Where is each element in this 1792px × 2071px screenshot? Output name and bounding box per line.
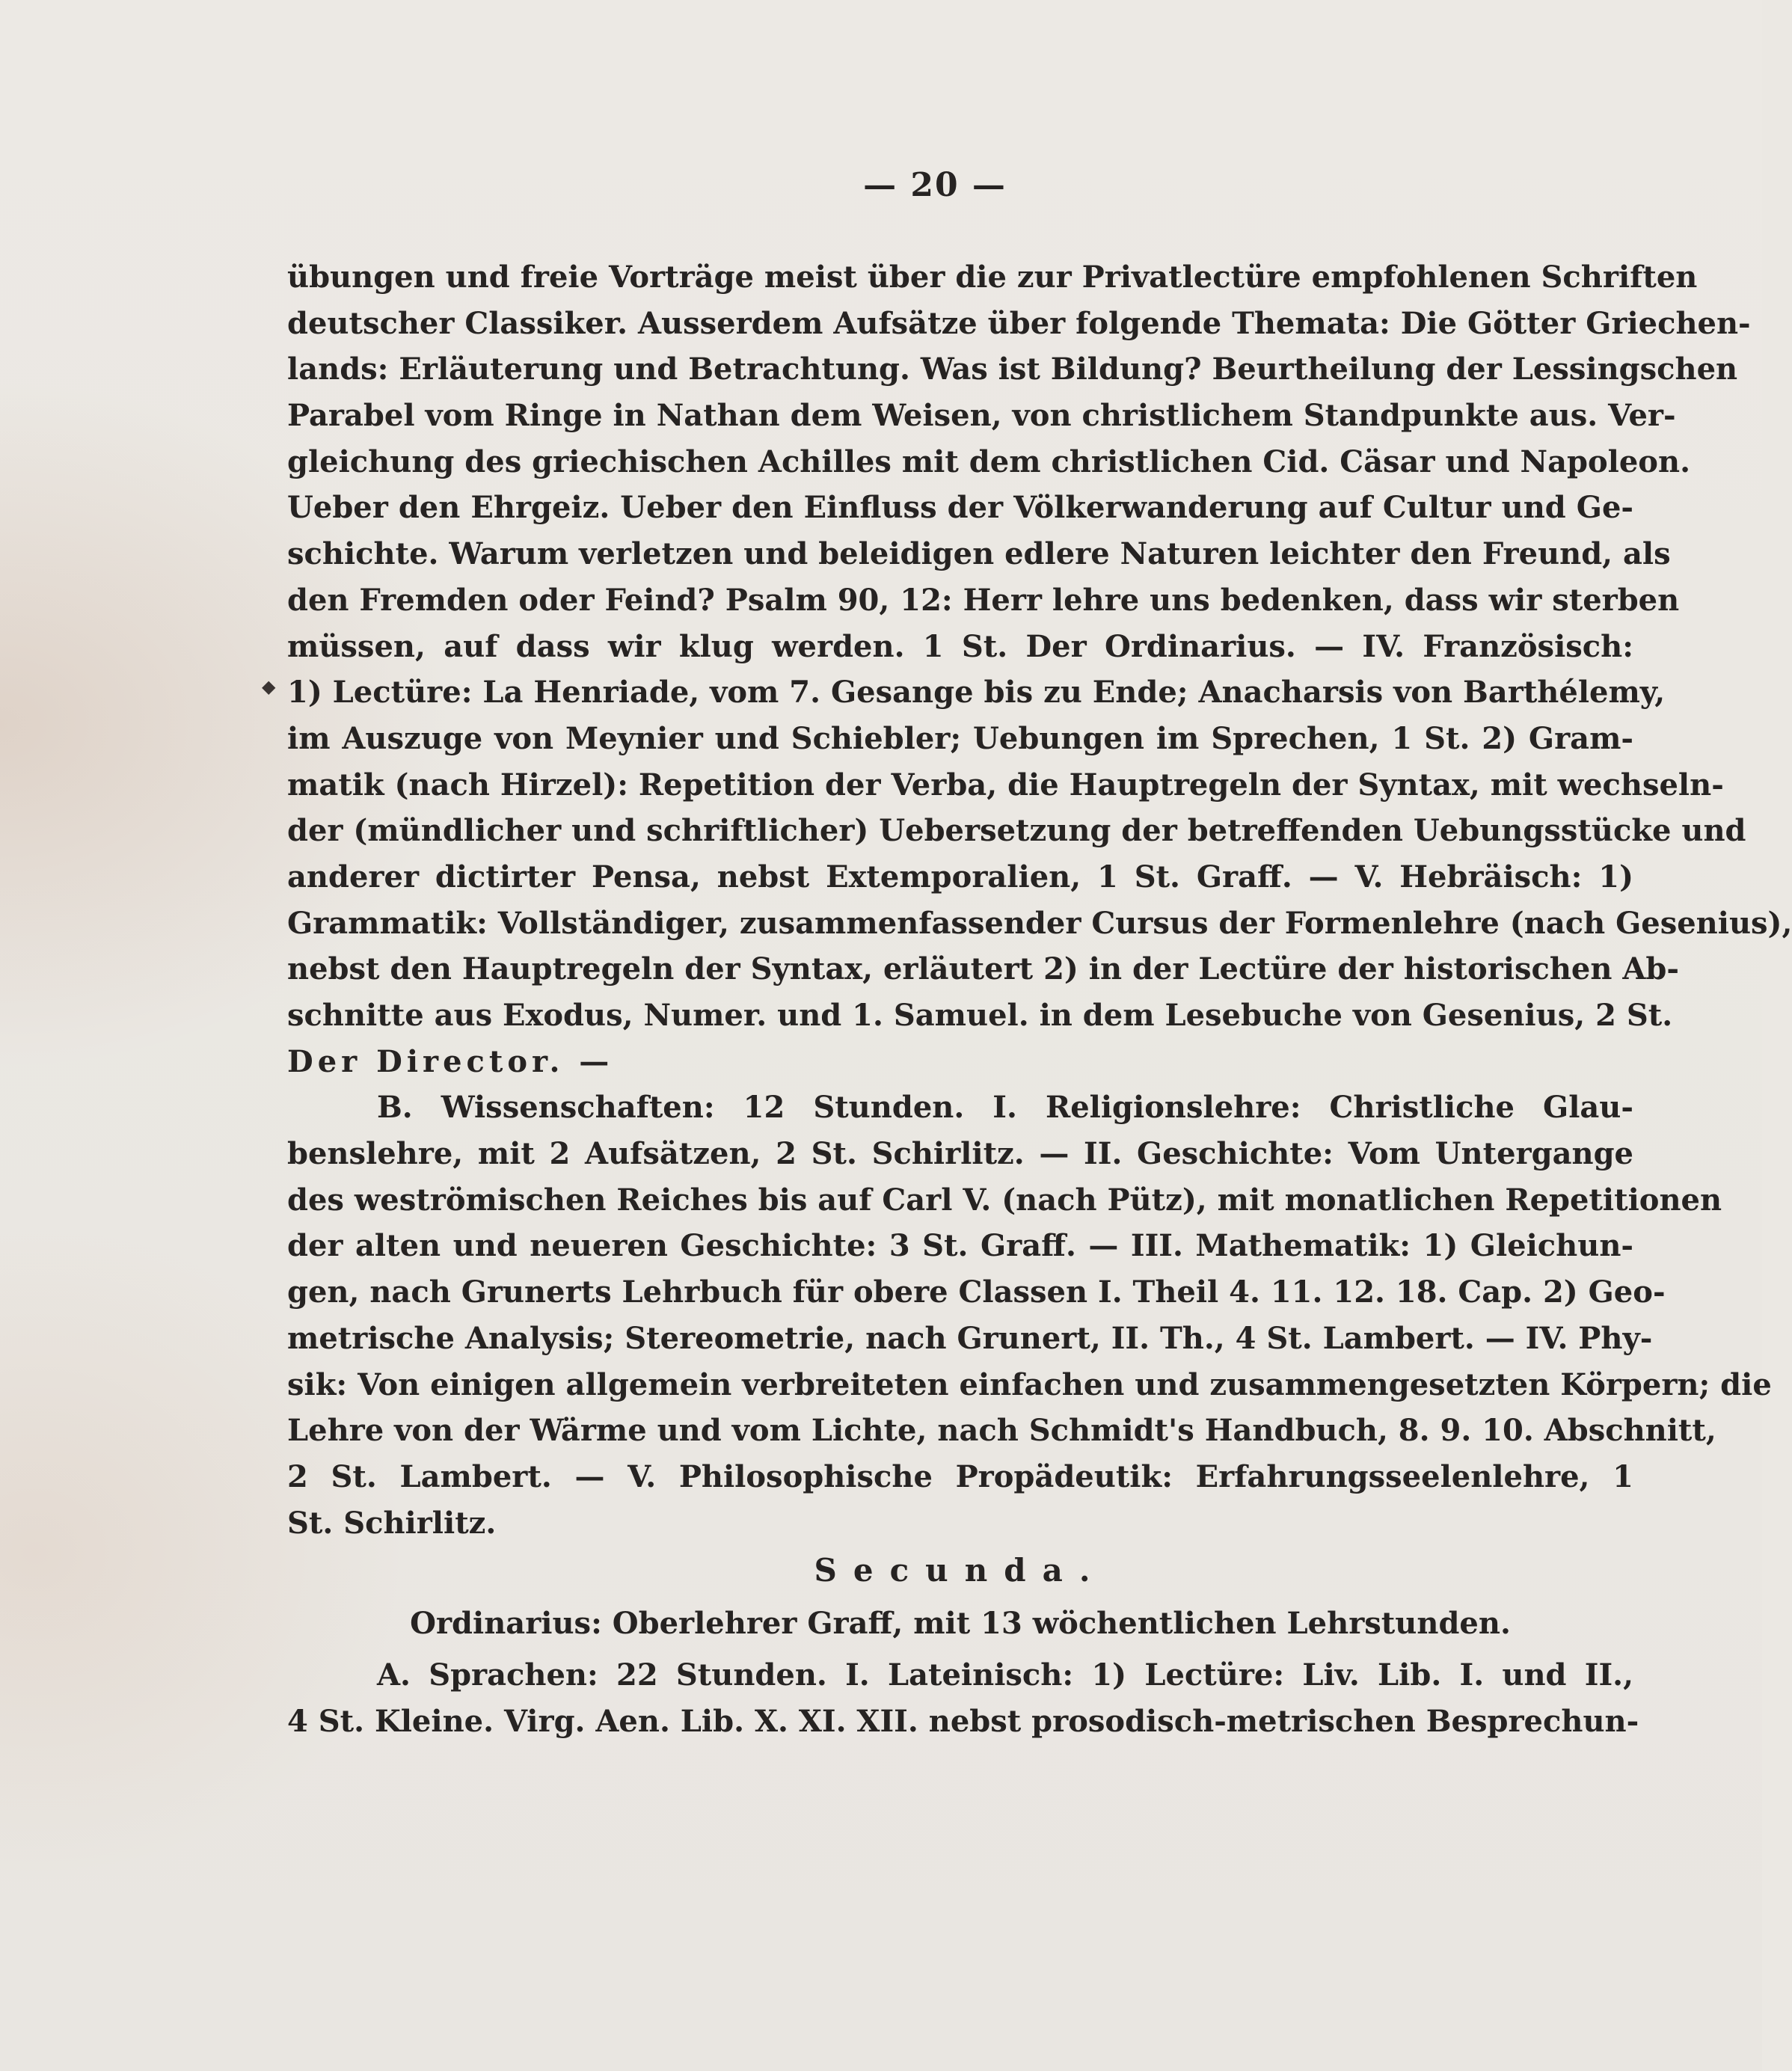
text-line: 4 St. Kleine. Virg. Aen. Lib. X. XI. XII. nebst prosodisch-metrischen Besprechun- <box>287 1703 1639 1739</box>
text-line: den Fremden oder Feind? Psalm 90, 12: Herr lehre uns bedenken, dass wir sterben <box>287 582 1680 618</box>
margin-mark-icon: ◆ <box>262 676 276 697</box>
text-line: Lehre von der Wärme und vom Lichte, nach Schmidt's Handbuch, 8. 9. 10. Abschnitt, <box>287 1413 1716 1449</box>
text-line: 2 St. Lambert. — V. Philosophische Propädeutik: Erfahrungsseelenlehre, 1 <box>287 1458 1633 1494</box>
text-line: Der Director. — <box>287 1043 614 1079</box>
section-subheading: Ordinarius: Oberlehrer Graff, mit 13 wöchentlichen Lehrstunden. <box>410 1606 1511 1642</box>
text-line: schnitte aus Exodus, Numer. und 1. Samuel. in dem Lesebuche von Gesenius, 2 St. <box>287 998 1673 1033</box>
text-line: schichte. Warum verletzen und beleidigen edlere Naturen leichter den Freund, als <box>287 536 1671 572</box>
text-line: nebst den Hauptregeln der Syntax, erläutert 2) in der Lectüre der historischen Ab- <box>287 951 1679 987</box>
text-line: übungen und freie Vorträge meist über die zur Privatlectüre empfohlenen Schriften <box>287 260 1698 295</box>
section-heading: Secunda. <box>814 1552 1107 1589</box>
text-line: benslehre, mit 2 Aufsätzen, 2 St. Schirlitz. — II. Geschichte: Vom Untergange <box>287 1136 1633 1172</box>
main-text <box>287 254 1792 1745</box>
text-line: im Auszuge von Meynier und Schiebler; Uebungen im Sprechen, 1 St. 2) Gram- <box>287 720 1633 756</box>
text-line: des weströmischen Reiches bis auf Carl V. (nach Pütz), mit monatlichen Repetitionen <box>287 1182 1722 1218</box>
text-line: A. Sprachen: 22 Stunden. I. Lateinisch: 1) Lectüre: Liv. Lib. I. und II., <box>377 1657 1633 1693</box>
text-line: sik: Von einigen allgemein verbreiteten einfachen und zusammengesetzten Körpern; die <box>287 1366 1772 1402</box>
text-line: gen, nach Grunerts Lehrbuch für obere Classen I. Theil 4. 11. 12. 18. Cap. 2) Geo- <box>287 1274 1666 1310</box>
text-line: lands: Erläuterung und Betrachtung. Was ist Bildung? Beurtheilung der Lessingschen <box>287 352 1738 387</box>
text-line: matik (nach Hirzel): Repetition der Verba, die Hauptregeln der Syntax, mit wechseln- <box>287 767 1724 803</box>
page-number: — 20 — <box>863 166 1007 204</box>
text-line: der (mündlicher und schriftlicher) Uebersetzung der betreffenden Uebungsstücke und <box>287 813 1746 849</box>
text-line: Grammatik: Vollständiger, zusammenfassender Cursus der Formenlehre (nach Gesenius), <box>287 905 1792 941</box>
text-line: 1) Lectüre: La Henriade, vom 7. Gesange bis zu Ende; Anacharsis von Barthélemy, <box>287 675 1666 711</box>
text-line: müssen, auf dass wir klug werden. 1 St. Der Ordinarius. — IV. Französisch: <box>287 628 1633 664</box>
text-line: anderer dictirter Pensa, nebst Extemporalien, 1 St. Graff. — V. Hebräisch: 1) <box>287 859 1633 895</box>
text-line: gleichung des griechischen Achilles mit dem christlichen Cid. Cäsar und Napoleon. <box>287 444 1690 479</box>
text-line: Ueber den Ehrgeiz. Ueber den Einfluss der Völkerwanderung auf Cultur und Ge- <box>287 490 1633 526</box>
text-line: St. Schirlitz. <box>287 1505 497 1541</box>
text-line: deutscher Classiker. Ausserdem Aufsätze über folgende Themata: Die Götter Griechen- <box>287 305 1751 341</box>
text-line: metrische Analysis; Stereometrie, nach Grunert, II. Th., 4 St. Lambert. — IV. Phy- <box>287 1320 1653 1356</box>
text-line: Parabel vom Ringe in Nathan dem Weisen, von christlichem Standpunkte aus. Ver- <box>287 398 1676 434</box>
text-line: der alten und neueren Geschichte: 3 St. Graff. — III. Mathematik: 1) Gleichun- <box>287 1228 1633 1264</box>
text-line: B. Wissenschaften: 12 Stunden. I. Religionslehre: Christliche Glau- <box>377 1090 1633 1126</box>
